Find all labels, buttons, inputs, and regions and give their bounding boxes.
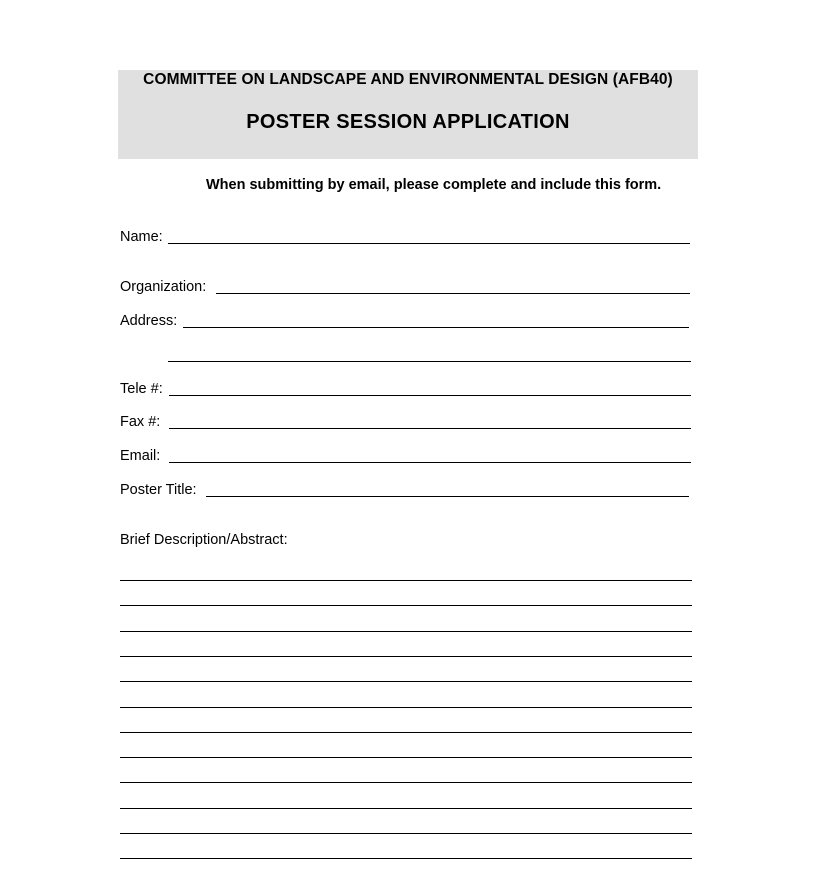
- abstract-line[interactable]: [120, 782, 692, 783]
- name-field-line[interactable]: [168, 243, 690, 244]
- abstract-line[interactable]: [120, 707, 692, 708]
- email-field-line[interactable]: [169, 462, 691, 463]
- abstract-line[interactable]: [120, 656, 692, 657]
- submission-instruction: When submitting by email, please complete and include this form.: [206, 177, 662, 193]
- organization-label: Organization:: [120, 279, 207, 295]
- email-label: Email:: [120, 448, 161, 464]
- address-label: Address:: [120, 313, 178, 329]
- poster-title-field-line[interactable]: [206, 496, 689, 497]
- form-title: POSTER SESSION APPLICATION: [246, 111, 570, 133]
- fax-field-line[interactable]: [169, 428, 691, 429]
- abstract-line[interactable]: [120, 757, 692, 758]
- abstract-line[interactable]: [120, 681, 692, 682]
- fax-label: Fax #:: [120, 414, 161, 430]
- abstract-label: Brief Description/Abstract:: [120, 532, 288, 548]
- header-banner: [118, 70, 698, 159]
- committee-name: COMMITTEE ON LANDSCAPE AND ENVIRONMENTAL DESIGN (AFB40): [143, 71, 673, 88]
- abstract-line[interactable]: [120, 605, 692, 606]
- abstract-line[interactable]: [120, 580, 692, 581]
- address-field-line-1[interactable]: [183, 327, 689, 328]
- abstract-line[interactable]: [120, 732, 692, 733]
- abstract-line[interactable]: [120, 833, 692, 834]
- tele-field-line[interactable]: [169, 395, 691, 396]
- abstract-line[interactable]: [120, 858, 692, 859]
- tele-label: Tele #:: [120, 381, 163, 397]
- name-label: Name:: [120, 229, 163, 245]
- poster-title-label: Poster Title:: [120, 482, 197, 498]
- organization-field-line[interactable]: [216, 293, 690, 294]
- address-field-line-2[interactable]: [168, 361, 691, 362]
- abstract-line[interactable]: [120, 808, 692, 809]
- abstract-line[interactable]: [120, 631, 692, 632]
